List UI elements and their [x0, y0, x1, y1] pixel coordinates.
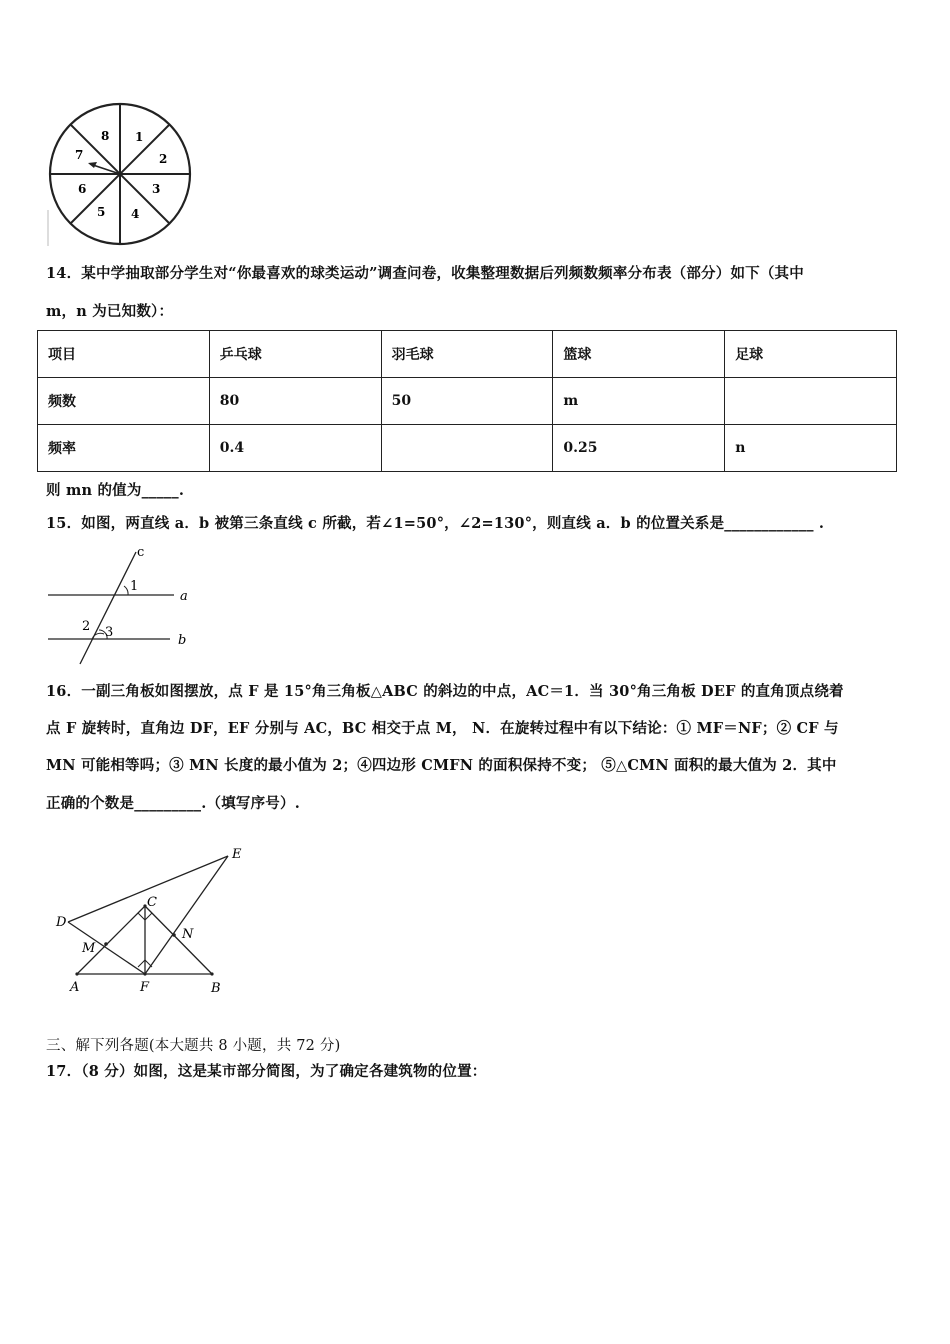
sector-label-7: 7: [75, 148, 84, 162]
q16-text-line1: 16．一副三角板如图摆放，点 F 是 15°角三角板△ABC 的斜边的中点，AC＝1．当 30°角三角板 DEF 的直角顶点绕着: [46, 683, 844, 700]
sector-label-5: 5: [97, 205, 106, 219]
q15-text: 15．如图，两直线 a．b 被第三条直线 c 所截，若∠1=50°，∠2=130°，则直线 a．b 的位置关系是____________ .: [46, 515, 825, 532]
point-M: [104, 942, 108, 946]
arrow-icon: [88, 162, 97, 168]
table-row: [38, 425, 897, 472]
label-C: C: [147, 895, 157, 910]
table-cell: 0.25: [553, 425, 725, 472]
label-a: a: [180, 589, 188, 604]
section-3-title: 三、解下列各题(本大题共 8 小题，共 72 分): [46, 1038, 341, 1054]
label-E: E: [232, 847, 242, 862]
table-cell: n: [725, 425, 897, 472]
q16-text-line3: MN 可能相等吗；③ MN 长度的最小值为 2；④四边形 CMFN 的面积保持不变； ⑤△CMN 面积的最大值为 2．其中: [46, 757, 837, 774]
label-b: b: [178, 633, 187, 648]
label-angle-3: 3: [105, 625, 114, 640]
label-angle-1: 1: [130, 579, 139, 594]
angle-1-arc: [124, 586, 128, 595]
sector-label-8: 8: [101, 129, 110, 143]
table-header-cell: 乒乓球: [209, 331, 381, 378]
table-header-cell: 篮球: [553, 331, 725, 378]
table-cell: 0.4: [209, 425, 381, 472]
sector-label-6: 6: [78, 182, 87, 196]
sector-label-4: 4: [131, 207, 140, 221]
table-row: [38, 378, 897, 425]
table-cell: 80: [209, 378, 381, 425]
table-cell: m: [553, 378, 725, 425]
q15-figure: [44, 544, 204, 666]
label-angle-2: 2: [82, 619, 91, 634]
label-c: c: [137, 545, 145, 560]
table-cell: 频数: [38, 378, 210, 425]
table-header-cell: 足球: [725, 331, 897, 378]
q14-text-line2: m，n 为已知数）：: [46, 303, 174, 320]
angle-2-arc: [92, 633, 104, 639]
table-cell: [381, 425, 553, 472]
label-N: N: [182, 927, 194, 942]
point-B: [210, 972, 213, 975]
q16-text-line4: 正确的个数是_________.（填写序号）.: [46, 795, 300, 812]
q14-answer-line: 则 mn 的值为_____.: [46, 482, 185, 499]
line-c: [80, 552, 139, 664]
table-cell: 频率: [38, 425, 210, 472]
q16-text-line2: 点 F 旋转时，直角边 DF，EF 分别与 AC，BC 相交于点 M， N．在旋转过程中有以下结论：① MF＝NF；② CF 与: [46, 720, 839, 737]
segment-AC: [77, 906, 145, 974]
label-A: A: [70, 980, 80, 995]
label-F: F: [140, 980, 150, 995]
sector-label-2: 2: [159, 152, 168, 166]
label-B: B: [211, 981, 221, 996]
point-F: [143, 972, 146, 975]
point-A: [75, 972, 78, 975]
sector-label-1: 1: [135, 130, 144, 144]
q17-text: 17．（8 分）如图，这是某市部分简图，为了确定各建筑物的位置：: [46, 1063, 487, 1080]
segment-BC: [145, 906, 212, 974]
segment-DF: [68, 922, 145, 974]
table-header-cell: 羽毛球: [381, 331, 553, 378]
table-cell: 50: [381, 378, 553, 425]
sector-label-3: 3: [152, 182, 161, 196]
q14-text-line1: 14．某中学抽取部分学生对“你最喜欢的球类运动”调查问卷，收集整理数据后列频数频率分布表（部分）如下（其中: [46, 265, 804, 282]
spinner-figure: [44, 100, 194, 246]
table-header-cell: 项目: [38, 331, 210, 378]
table-cell: [725, 378, 897, 425]
q16-figure: [50, 840, 260, 1000]
table-header-row: [38, 331, 897, 378]
label-M: M: [82, 941, 96, 956]
point-N: [172, 933, 176, 937]
frequency-table: [37, 330, 897, 472]
label-D: D: [56, 915, 67, 930]
